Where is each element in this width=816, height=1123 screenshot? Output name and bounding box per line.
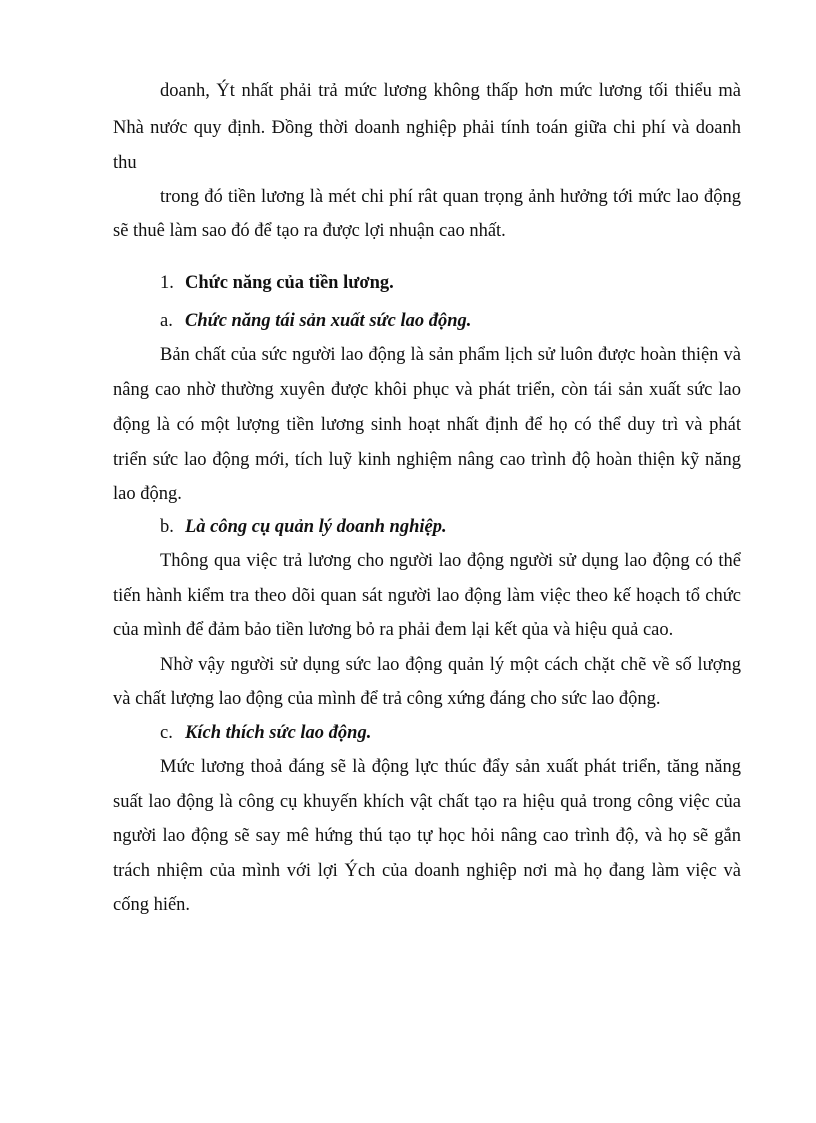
paragraph-line: lao động. bbox=[113, 484, 182, 504]
paragraph-line: động là có một lượng tiền lương sinh hoạt nhất định để họ có thể duy trì và phát bbox=[113, 415, 741, 435]
subsection-heading-b bbox=[160, 516, 788, 538]
paragraph-line: người lao động sẽ say mê hứng thú tạo tự học hỏi nâng cao trình độ, và họ sẽ gắn bbox=[113, 826, 741, 846]
subsection-heading-c bbox=[160, 722, 788, 744]
subsection-text: Chức năng tái sản xuất sức lao động. bbox=[185, 311, 472, 331]
paragraph-line: doanh, Ýt nhất phải trả mức lương không thấp hơn mức lương tối thiểu mà bbox=[160, 81, 741, 101]
subsection-letter: b. bbox=[160, 517, 174, 537]
section-heading-1 bbox=[160, 272, 788, 294]
paragraph-line: nâng cao nhờ thường xuyên được khôi phục và phát triển, còn tái sản xuất sức lao bbox=[113, 380, 741, 400]
paragraph-line: Bản chất của sức người lao động là sản phẩm lịch sử luôn được hoàn thiện và bbox=[160, 345, 741, 365]
heading-number: 1. bbox=[160, 273, 174, 293]
subsection-letter: a. bbox=[160, 311, 173, 331]
subsection-heading-a bbox=[160, 310, 788, 332]
paragraph-line: và chất lượng lao động của mình để trả công xứng đáng cho sức lao động. bbox=[113, 689, 661, 709]
subsection-text: Là công cụ quản lý doanh nghiệp. bbox=[185, 517, 447, 537]
paragraph-line: Thông qua việc trả lương cho người lao động người sử dụng lao động có thể bbox=[160, 551, 741, 571]
subsection-letter: c. bbox=[160, 723, 173, 743]
paragraph-line: trách nhiệm của mình với lợi Ých của doanh nghiệp nơi mà họ đang làm việc và bbox=[113, 861, 741, 881]
paragraph-line: Nhà nước quy định. Đồng thời doanh nghiệp phải tính toán giữa chi phí và doanh bbox=[113, 118, 741, 138]
paragraph-line: thu bbox=[113, 153, 137, 173]
paragraph-line: cống hiến. bbox=[113, 895, 191, 915]
paragraph-line: suất lao động là công cụ khuyến khích vật chất tạo ra hiệu quả trong công việc của bbox=[113, 792, 741, 812]
heading-text: Chức năng của tiền lương. bbox=[185, 273, 394, 293]
paragraph-line: tiến hành kiểm tra theo dõi quan sát người lao động làm việc theo kế hoạch tổ chức bbox=[113, 586, 741, 606]
paragraph-line: Nhờ vậy người sử dụng sức lao động quản lý một cách chặt chẽ về số lượng bbox=[160, 655, 741, 675]
subsection-text: Kích thích sức lao động. bbox=[185, 723, 372, 743]
paragraph-line: triển sức lao động mới, tích luỹ kinh nghiệm nâng cao trình độ hoàn thiện kỹ năng bbox=[113, 450, 741, 470]
paragraph-line: sẽ thuê làm sao đó để tạo ra được lợi nhuận cao nhất. bbox=[113, 221, 506, 241]
paragraph-line: của mình để đảm bảo tiền lương bỏ ra phải đem lại kết qủa và hiệu quả cao. bbox=[113, 620, 674, 640]
paragraph-line: trong đó tiền lương là mét chi phí rât quan trọng ảnh hưởng tới mức lao động bbox=[160, 187, 741, 207]
paragraph-line: Mức lương thoả đáng sẽ là động lực thúc đẩy sản xuất phát triển, tăng năng bbox=[160, 757, 741, 777]
